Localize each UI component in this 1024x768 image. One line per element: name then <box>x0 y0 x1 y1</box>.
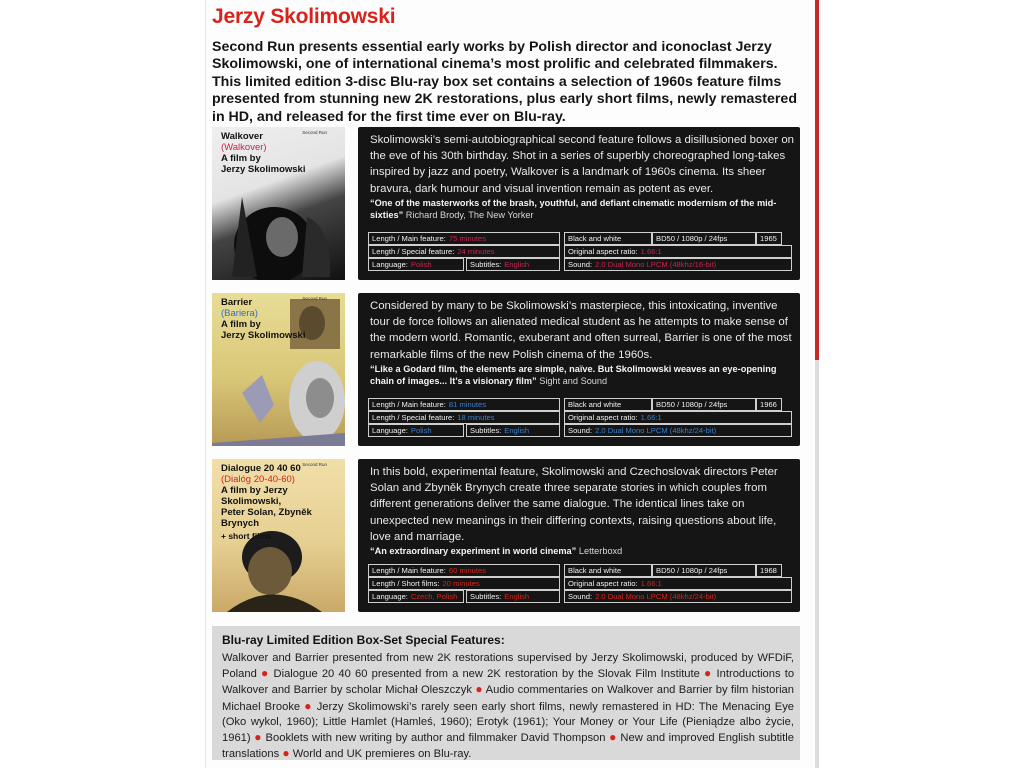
feature-item: Audio commentaries on Walkover and Barrier by film historian Michael Brooke <box>222 684 795 713</box>
spec-value: 60 minutes <box>448 566 487 575</box>
spec-value: 1.66:1 <box>640 579 662 588</box>
spec-value: 75 minutes <box>448 234 487 243</box>
film-info-panel <box>358 127 800 280</box>
spec-year: 1965 <box>756 232 782 245</box>
spec-second-length <box>368 577 560 590</box>
spec-value: English <box>504 426 530 435</box>
spec-format: BD50 / 1080p / 24fps <box>652 232 756 245</box>
spec-value: English <box>504 260 530 269</box>
box-spine-edge <box>815 0 819 768</box>
spec-value: Polish <box>410 426 432 435</box>
spec-label: Length / Special feature: <box>372 247 455 256</box>
spec-value: Polish <box>410 260 432 269</box>
poster-brand: Second Run <box>302 462 327 467</box>
film-quote <box>370 197 790 221</box>
poster-credit: A film by Jerzy Skolimowski <box>221 319 306 341</box>
poster-original-title: (Walkover) <box>221 142 267 153</box>
spec-label: Sound: <box>568 426 593 435</box>
spec-color: Black and white <box>564 398 652 411</box>
spec-aspect <box>564 411 792 424</box>
quote-source: Richard Brody, The New Yorker <box>405 210 534 220</box>
spec-subtitles <box>466 590 560 603</box>
spec-label: Length / Short films: <box>372 579 440 588</box>
bullet-dot-icon: ● <box>609 730 617 745</box>
spec-format: BD50 / 1080p / 24fps <box>652 564 756 577</box>
poster-text <box>221 463 345 542</box>
poster-credit: A film by Jerzy Skolimowski <box>221 153 306 175</box>
bullet-dot-icon: ● <box>704 666 713 681</box>
spec-main-length <box>368 232 560 245</box>
spec-value: 1.66:1 <box>640 247 662 256</box>
feature-item: Jerzy Skolimowski’s rarely seen early short films, newly remastered in HD: The Menacing Eye (Oko wykol, 1960); Little Hamlet (Hamleś, 1960); Erotyk (1961); Your Money or Your Life (Pieniądze albo życie, 1961) <box>222 700 795 745</box>
film-poster <box>212 127 345 280</box>
poster-text <box>221 131 305 175</box>
spec-label: Length / Main feature: <box>372 234 446 243</box>
spec-label: Length / Main feature: <box>372 400 446 409</box>
intro-paragraph: Second Run presents essential early works by Polish director and iconoclast Jerzy Skolimowski, one of international cinema’s most prolific and celebrated filmmakers. This limited edition 3-disc Blu-ray box set contains a selection of 1960s feature films presented from stunning new 2K restorations, plus early short films, newly remastered in HD, and released for the first time ever on Blu-ray. <box>212 39 797 125</box>
spec-sound <box>564 424 792 437</box>
spec-label: Original aspect ratio: <box>568 413 638 422</box>
film-block-dialogue <box>212 459 800 614</box>
spec-sound <box>564 590 792 603</box>
spec-second-length <box>368 411 560 424</box>
poster-title: Barrier <box>221 297 253 308</box>
spec-value: 2.0 Dual Mono LPCM (48khz/16-bit) <box>595 260 717 269</box>
film-description: In this bold, experimental feature, Skolimowski and Czechoslovak directors Peter Solan and Zbyněk Brynych create three separate stories in which couples from different generations deliver the same dialogue. The identical lines take on unexpected new meanings in their differing contexts, raising questions about life, love and marriage. <box>370 466 778 543</box>
spec-value: 81 minutes <box>448 400 487 409</box>
spec-label: Subtitles: <box>470 426 502 435</box>
film-poster <box>212 293 345 446</box>
bullet-dot-icon: ● <box>254 730 262 745</box>
feature-item: Introductions to Walkover and Barrier by scholar Michał Oleszczyk <box>222 668 795 697</box>
spec-sound <box>564 258 792 271</box>
quote-source: Letterboxd <box>578 546 623 556</box>
quote-text: “One of the masterworks of the brash, youthful, and defiant cinematic modernism of the mid-sixties” <box>370 198 777 220</box>
spec-label: Subtitles: <box>470 592 502 601</box>
spec-label: Sound: <box>568 260 593 269</box>
feature-item: Booklets with new writing by author and filmmaker David Thompson <box>265 732 606 745</box>
spec-label: Length / Special feature: <box>372 413 455 422</box>
spec-language <box>368 590 464 603</box>
poster-credit: A film by Jerzy Skolimowski, Peter Solan, Zbyněk Brynych <box>221 485 312 529</box>
poster-title: Dialogue 20 40 60 <box>221 463 301 474</box>
poster-brand: Second Run <box>302 296 327 301</box>
quote-text: “Like a Godard film, the elements are simple, naïve. But Skolimowski weaves an eye-opening chain of images... It’s a visionary film” <box>370 364 777 386</box>
spec-value: 18 minutes <box>457 413 495 422</box>
spec-language <box>368 258 464 271</box>
feature-item: New and improved English subtitle translations <box>222 732 794 761</box>
spec-aspect <box>564 245 792 258</box>
spec-value: 24 minutes <box>457 247 495 256</box>
spec-color: Black and white <box>564 232 652 245</box>
special-features-heading: Blu-ray Limited Edition Box-Set Special Features: <box>222 633 505 647</box>
spec-year: 1968 <box>756 564 782 577</box>
spec-label: Language: <box>372 260 408 269</box>
poster-original-title: (Dialóg 20-40-60) <box>221 474 295 485</box>
spec-language <box>368 424 464 437</box>
spec-value: 1.66:1 <box>640 413 662 422</box>
spec-main-length <box>368 564 560 577</box>
spec-aspect <box>564 577 792 590</box>
special-features-list <box>222 651 794 762</box>
spec-label: Original aspect ratio: <box>568 247 638 256</box>
spec-label: Original aspect ratio: <box>568 579 638 588</box>
poster-brand: Second Run <box>302 130 327 135</box>
poster-title: Walkover <box>221 131 263 142</box>
spec-value: 2.0 Dual Mono LPCM (48khz/24-bit) <box>595 426 717 435</box>
bullet-dot-icon: ● <box>261 666 270 681</box>
feature-item: Walkover and Barrier presented from new 2K restorations supervised by Jerzy Skolimowski, produced by WFDiF, Poland <box>222 652 794 681</box>
spec-color: Black and white <box>564 564 652 577</box>
spec-label: Length / Main feature: <box>372 566 446 575</box>
film-block-walkover <box>212 127 800 282</box>
spec-year: 1966 <box>756 398 782 411</box>
feature-item: World and UK premieres on Blu-ray. <box>292 748 472 761</box>
film-info-panel <box>358 293 800 446</box>
film-block-barrier <box>212 293 800 448</box>
spec-value: 2.0 Dual Mono LPCM (48khz/24-bit) <box>595 592 717 601</box>
spec-label: Language: <box>372 592 408 601</box>
spec-label: Language: <box>372 426 408 435</box>
spec-format: BD50 / 1080p / 24fps <box>652 398 756 411</box>
film-quote <box>370 363 790 387</box>
bullet-dot-icon: ● <box>304 698 313 713</box>
spec-value: 20 minutes <box>442 579 480 588</box>
spec-subtitles <box>466 424 560 437</box>
quote-text: “An extraordinary experiment in world cinema” <box>370 546 577 556</box>
film-info-panel <box>358 459 800 612</box>
film-description: Skolimowski’s semi-autobiographical second feature follows a disillusioned boxer on the eve of his 30th birthday. Shot in a series of superbly choreographed long-takes inspired by jazz and poetry, Walkover is a landmark of 1960s cinema. Its sheer bravura, dark humour and visual invention remain as potent as ever. <box>370 134 794 195</box>
spec-label: Sound: <box>568 592 593 601</box>
poster-extra: + short films <box>221 531 272 541</box>
bullet-dot-icon: ● <box>475 682 483 697</box>
poster-original-title: (Bariera) <box>221 308 258 319</box>
spec-value: English <box>504 592 530 601</box>
spec-label: Subtitles: <box>470 260 502 269</box>
bullet-dot-icon: ● <box>282 746 290 761</box>
film-description: Considered by many to be Skolimowski’s masterpiece, this intoxicating, inventive tour de force follows an alienated medical student as he attempts to make sense of the modern world. Romantic, exuberant and often surreal, Barrier is one of the most remarkable films of the new Polish cinema of the 1960s. <box>370 300 792 361</box>
spec-second-length <box>368 245 560 258</box>
spec-subtitles <box>466 258 560 271</box>
film-poster <box>212 459 345 612</box>
film-quote <box>370 545 790 557</box>
poster-text <box>221 297 305 341</box>
spec-main-length <box>368 398 560 411</box>
special-features-box <box>212 626 800 760</box>
feature-item: Dialogue 20 40 60 presented from a new 2K restoration by the Slovak Film Institute <box>273 668 700 681</box>
quote-source: Sight and Sound <box>539 376 608 386</box>
spec-value: Czech, Polish <box>410 592 458 601</box>
page-title: Jerzy Skolimowski <box>212 5 396 28</box>
